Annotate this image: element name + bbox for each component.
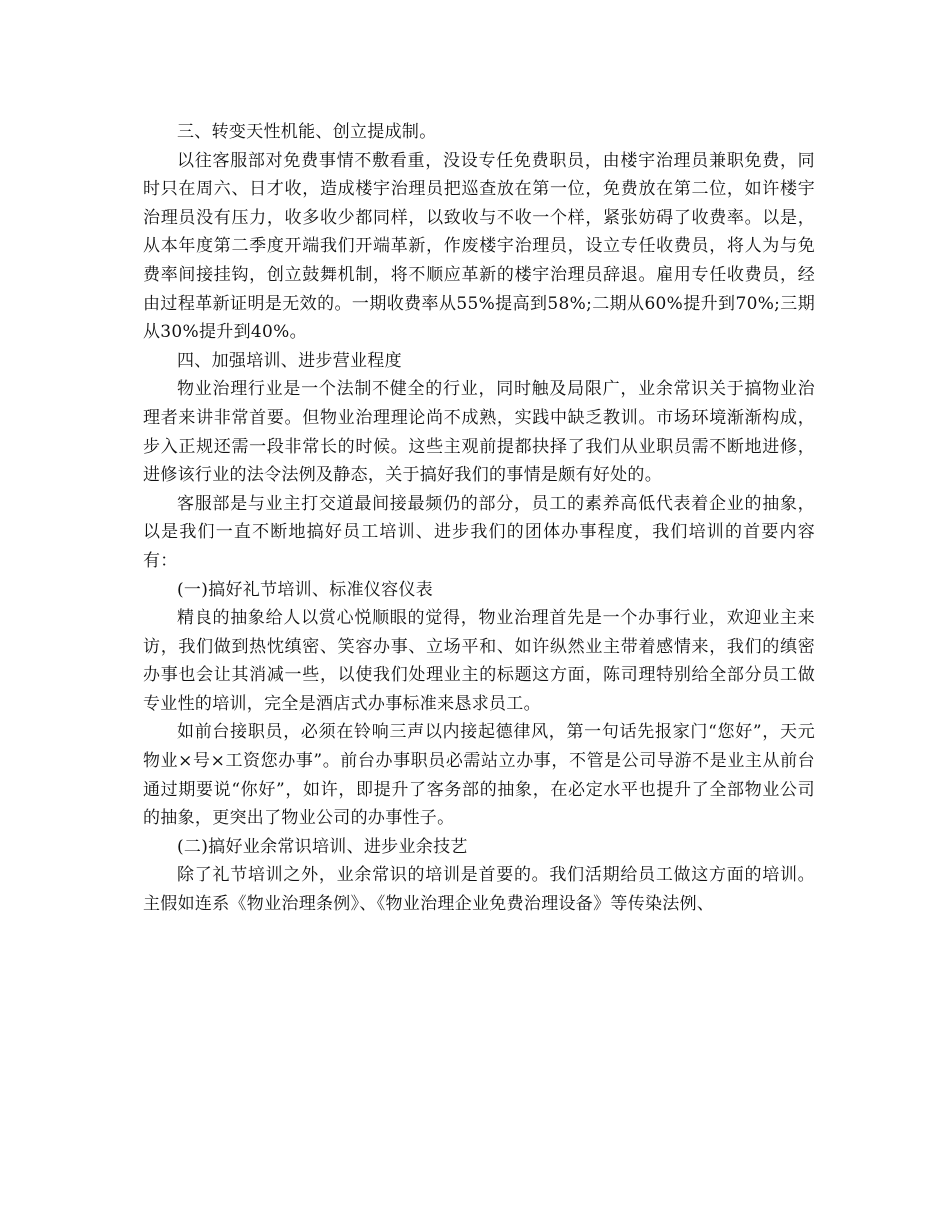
paragraph-professional: 除了礼节培训之外，业余常识的培训是首要的。我们活期给员工做这方面的培训。主假如连系《物业治理条例》、《物业治理企业免费治理设备》等传染法例、 (143, 865, 815, 915)
paragraph-etiquette: 精良的抽象给人以赏心悦顺眼的觉得，物业治理首先是一个办事行业，欢迎业主来访，我们做到热忱缜密、笑容办事、立场平和、如许纵然业主带着感情来，我们的缜密办事也会让其消减一些，以使我们处理业主的标题这方面，陈司理特别给全部分员工做专业性的培训，完全是酒店式办事标准来恳求员工。 (143, 608, 815, 714)
paragraph-front-desk: 如前台接职员，必须在铃响三声以内接起德律风，第一句话先报家门“您好”，天元物业×号×工资您办事”。前台办事职员必需站立办事，不管是公司导游不是业主从前台通过期要说“你好”，如许，即提升了客务部的抽象，在必定水平也提升了全部物业公司的抽象，更突出了物业公司的办事性子。 (143, 722, 815, 829)
paragraph-industry-learning: 物业治理行业是一个法制不健全的行业，同时触及局限广，业余常识关于搞物业治理者来讲非常首要。但物业治理理论尚不成熟，实践中缺乏教训。市场环境渐渐构成，步入正规还需一段非常长的时候。这些主观前提都抉择了我们从业职员需不断地进修，进修该行业的法令法例及静态，关于搞好我们的事情是颇有好处的。 (143, 379, 815, 486)
section-heading-4: 四、加强培训、进步营业程度 (177, 350, 402, 371)
paragraph-training-intro: 客服部是与业主打交道最间接最频仍的部分，员工的素养高低代表着企业的抽象，以是我们一直不断地搞好员工培训、进步我们的团体办事程度，我们培训的首要内容有： (143, 493, 815, 571)
paragraph-fee-reform: 以往客服部对免费事情不敷看重，没设专任免费职员，由楼宇治理员兼职免费，同时只在周六、日才收，造成楼宇治理员把巡查放在第一位，免费放在第二位，如许楼宇治理员没有压力，收多收少都同样，以致收与不收一个样，紧张妨碍了收费率。以是，从本年度第二季度开端我们开端革新，作废楼宇治理员，设立专任收费员，将人为与免费率间接挂钩，创立鼓舞机制，将不顺应革新的楼宇治理员辞退。雇用专任收费员，经由过程革新证明是无效的。一期收费率从55%提高到58%;二期从60%提升到70%;三期从30%提升到40%。 (143, 150, 815, 343)
subheading-professional: (二)搞好业余常识培训、进步业余技艺 (177, 836, 468, 857)
document-body (143, 118, 815, 919)
section-heading-3: 三、转变天性机能、创立提成制。 (177, 122, 437, 142)
subheading-etiquette: (一)搞好礼节培训、标准仪容仪表 (177, 579, 434, 600)
